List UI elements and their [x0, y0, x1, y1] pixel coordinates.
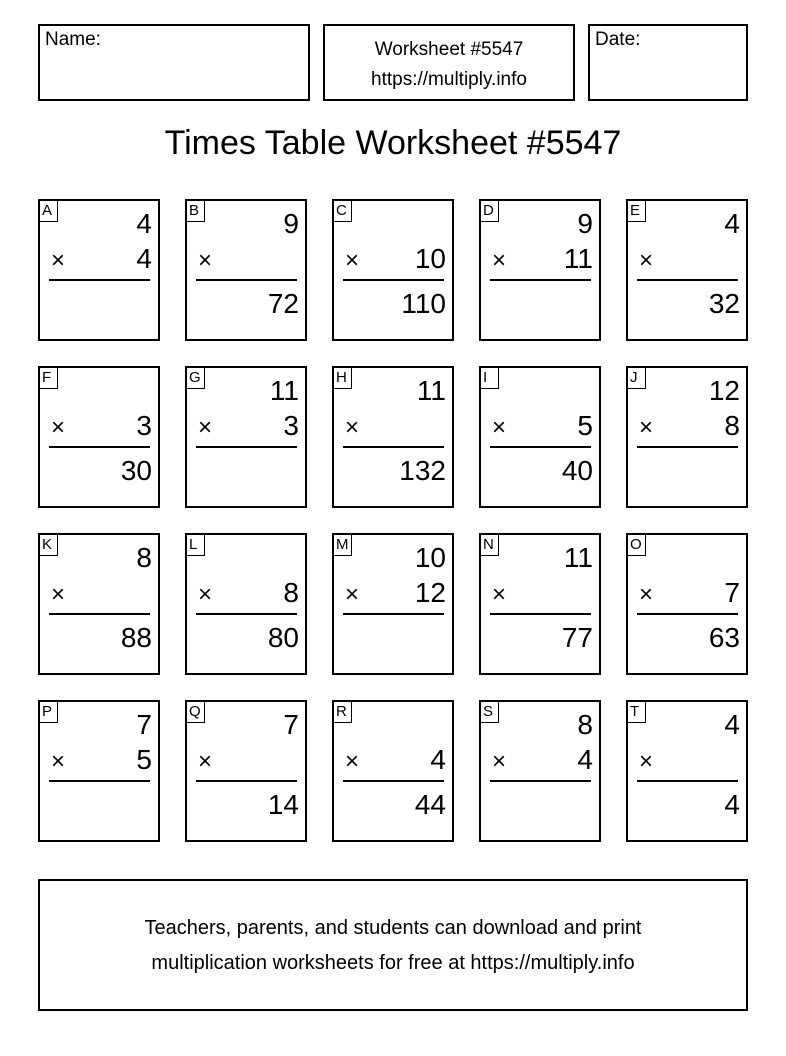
problem-letter: I	[481, 368, 499, 389]
answer-line	[49, 279, 150, 281]
problem-card[interactable]	[38, 533, 160, 675]
worksheet-number: Worksheet #5547	[374, 39, 524, 60]
times-symbol: ×	[51, 414, 66, 441]
times-symbol: ×	[51, 247, 66, 274]
footer-note	[38, 879, 748, 1011]
name-label: Name:	[45, 29, 101, 50]
times-symbol: ×	[639, 247, 654, 274]
top-factor: 7	[136, 709, 152, 740]
date-label: Date:	[595, 29, 641, 50]
top-factor: 9	[577, 208, 593, 239]
problem-card[interactable]	[332, 533, 454, 675]
answer-line	[637, 279, 738, 281]
answer-line	[490, 279, 591, 281]
footer-line-2: multiplication worksheets for free at https://multiply.info	[151, 952, 635, 974]
times-symbol: ×	[345, 748, 360, 775]
problem-letter: K	[40, 535, 58, 556]
footer-line-1: Teachers, parents, and students can download and print	[144, 917, 642, 939]
bottom-factor: 8	[724, 410, 740, 441]
times-symbol: ×	[198, 581, 213, 608]
answer-line	[637, 780, 738, 782]
worksheet-info-box	[323, 24, 575, 101]
times-symbol: ×	[639, 581, 654, 608]
problem-card[interactable]	[479, 533, 601, 675]
problem-card[interactable]	[38, 199, 160, 341]
problem-card[interactable]	[479, 366, 601, 508]
problem-letter: A	[40, 201, 58, 222]
answer-value: 32	[708, 288, 740, 319]
top-factor: 4	[724, 208, 740, 239]
answer-line	[343, 613, 444, 615]
answer-value: 30	[120, 455, 152, 486]
problem-card[interactable]	[479, 199, 601, 341]
times-symbol: ×	[492, 581, 507, 608]
problem-card[interactable]	[185, 366, 307, 508]
times-symbol: ×	[639, 748, 654, 775]
times-symbol: ×	[639, 414, 654, 441]
bottom-factor: 8	[283, 577, 299, 608]
bottom-factor: 4	[577, 744, 593, 775]
bottom-factor: 4	[430, 744, 446, 775]
answer-line	[49, 613, 150, 615]
bottom-factor: 5	[136, 744, 152, 775]
times-symbol: ×	[492, 247, 507, 274]
bottom-factor: 7	[724, 577, 740, 608]
bottom-factor: 5	[577, 410, 593, 441]
answer-line	[490, 446, 591, 448]
problem-card[interactable]	[332, 199, 454, 341]
problem-letter: B	[187, 201, 205, 222]
times-symbol: ×	[51, 581, 66, 608]
problem-card[interactable]	[626, 366, 748, 508]
top-factor: 9	[283, 208, 299, 239]
problem-card[interactable]	[332, 700, 454, 842]
answer-line	[343, 780, 444, 782]
bottom-factor: 12	[414, 577, 446, 608]
name-field-box[interactable]	[38, 24, 310, 101]
top-factor: 7	[283, 709, 299, 740]
answer-line	[490, 613, 591, 615]
times-symbol: ×	[492, 748, 507, 775]
problem-letter: M	[334, 535, 352, 556]
answer-value: 132	[399, 455, 446, 486]
answer-line	[343, 446, 444, 448]
problem-letter: T	[628, 702, 646, 723]
top-factor: 10	[414, 542, 446, 573]
problem-letter: E	[628, 201, 646, 222]
worksheet-url: https://multiply.info	[371, 69, 527, 90]
problem-card[interactable]	[479, 700, 601, 842]
problem-card[interactable]	[626, 700, 748, 842]
top-factor: 8	[136, 542, 152, 573]
answer-value: 72	[267, 288, 299, 319]
times-symbol: ×	[345, 414, 360, 441]
bottom-factor: 3	[283, 410, 299, 441]
problem-card[interactable]	[185, 199, 307, 341]
problem-card[interactable]	[185, 700, 307, 842]
top-factor: 4	[136, 208, 152, 239]
times-symbol: ×	[345, 581, 360, 608]
answer-value: 77	[561, 622, 593, 653]
answer-value: 80	[267, 622, 299, 653]
top-factor: 4	[724, 709, 740, 740]
answer-value: 40	[561, 455, 593, 486]
answer-line	[49, 446, 150, 448]
times-symbol: ×	[492, 414, 507, 441]
times-symbol: ×	[345, 247, 360, 274]
answer-value: 4	[724, 789, 740, 820]
problem-letter: R	[334, 702, 352, 723]
problem-card[interactable]	[38, 700, 160, 842]
times-symbol: ×	[198, 247, 213, 274]
problem-letter: L	[187, 535, 205, 556]
top-factor: 11	[563, 542, 593, 573]
top-factor: 8	[577, 709, 593, 740]
answer-value: 88	[120, 622, 152, 653]
answer-line	[196, 446, 297, 448]
page-title: Times Table Worksheet #5547	[164, 124, 622, 162]
problem-letter: F	[40, 368, 58, 389]
answer-line	[196, 613, 297, 615]
problem-letter: C	[334, 201, 352, 222]
answer-line	[637, 446, 738, 448]
date-field-box[interactable]	[588, 24, 748, 101]
answer-value: 110	[401, 288, 446, 319]
bottom-factor: 11	[563, 243, 593, 274]
problem-letter: S	[481, 702, 499, 723]
answer-line	[196, 780, 297, 782]
problem-letter: N	[481, 535, 499, 556]
times-symbol: ×	[51, 748, 66, 775]
problem-letter: O	[628, 535, 646, 556]
answer-value: 44	[414, 789, 446, 820]
problem-letter: P	[40, 702, 58, 723]
answer-line	[196, 279, 297, 281]
problem-letter: J	[628, 368, 646, 389]
answer-line	[49, 780, 150, 782]
problem-card[interactable]	[626, 199, 748, 341]
answer-value: 63	[708, 622, 740, 653]
problem-card[interactable]	[185, 533, 307, 675]
problem-card[interactable]	[626, 533, 748, 675]
top-factor: 11	[269, 375, 299, 406]
problem-letter: D	[481, 201, 499, 222]
problem-card[interactable]	[38, 366, 160, 508]
problem-letter: G	[187, 368, 205, 389]
bottom-factor: 10	[414, 243, 446, 274]
top-factor: 11	[416, 375, 446, 406]
times-symbol: ×	[198, 414, 213, 441]
bottom-factor: 3	[136, 410, 152, 441]
answer-line	[490, 780, 591, 782]
problem-letter: H	[334, 368, 352, 389]
problem-letter: Q	[187, 702, 205, 723]
bottom-factor: 4	[136, 243, 152, 274]
answer-line	[343, 279, 444, 281]
problem-card[interactable]	[332, 366, 454, 508]
times-symbol: ×	[198, 748, 213, 775]
top-factor: 12	[708, 375, 740, 406]
answer-line	[637, 613, 738, 615]
answer-value: 14	[267, 789, 299, 820]
